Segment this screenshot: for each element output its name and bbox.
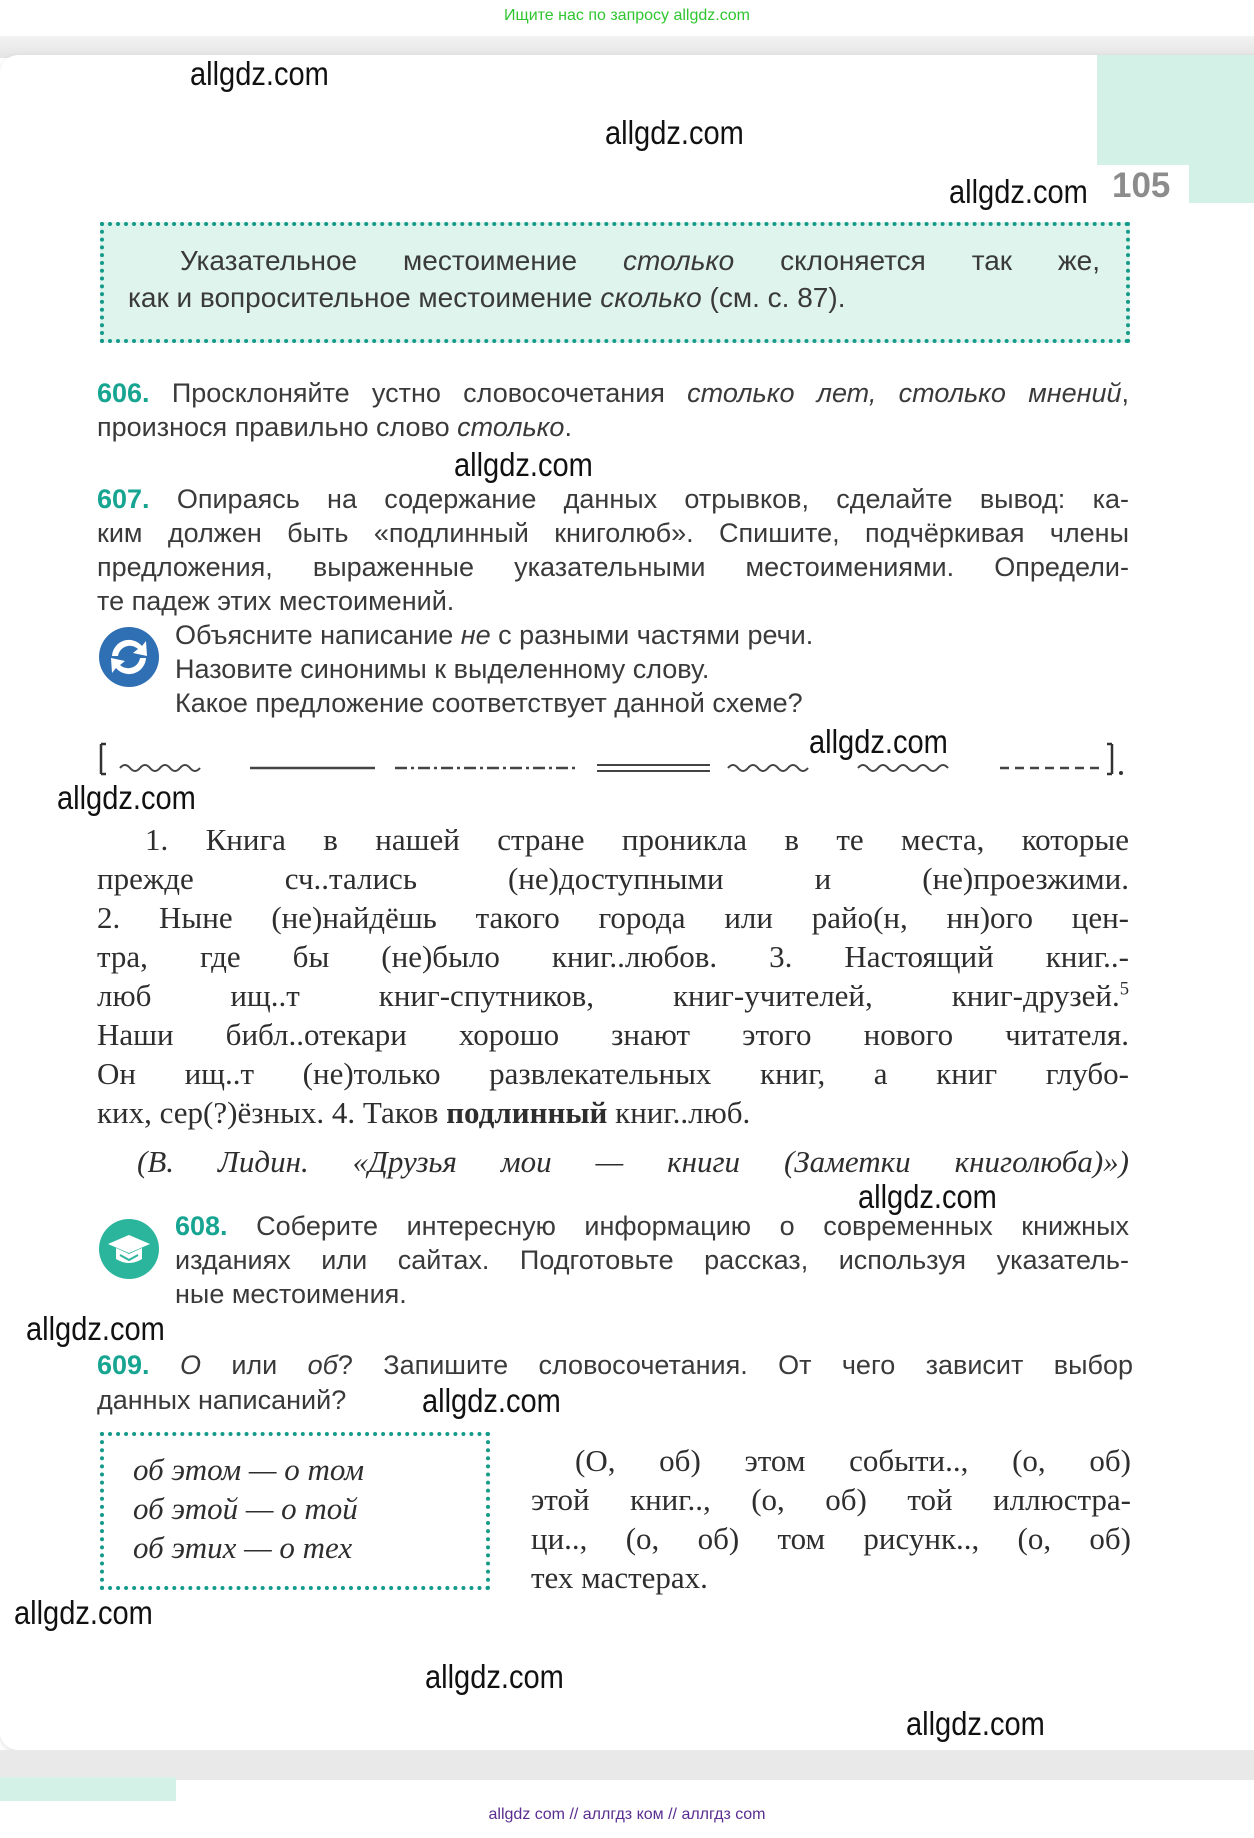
- text-segment: данных написаний?: [97, 1385, 347, 1415]
- text-line: [97, 586, 1129, 617]
- watermark: allgdz.com: [26, 1310, 165, 1347]
- watermark: allgdz.com: [858, 1178, 997, 1215]
- text-segment: люб ищ..т книг-спутников, книг-учителей, книг-друзей.: [97, 978, 1120, 1013]
- italic-text: об: [307, 1350, 338, 1380]
- text-line: [531, 1560, 1131, 1596]
- exercise-number: 607.: [97, 484, 150, 514]
- scheme-wavy-subject: [120, 765, 200, 771]
- watermark: allgdz.com: [949, 173, 1088, 210]
- exercise-number: 606.: [97, 378, 150, 408]
- text-line: [531, 1443, 1131, 1479]
- text-segment: ци.., (о, об) том рисунк.., (о, об): [531, 1521, 1131, 1556]
- text-segment: Соберите интересную информацию о современных книжных: [227, 1211, 1129, 1241]
- highlighted-word: подлинный: [446, 1095, 608, 1130]
- text-segment: книг..люб.: [607, 1095, 751, 1130]
- text-segment: Назовите синонимы к выделенному слову.: [175, 654, 710, 684]
- text-segment: тра, где бы (не)было книг..любов. 3. Настоящий книг..-: [97, 939, 1129, 974]
- text-segment: ких, сер(?)ёзных. 4. Таков: [97, 1095, 447, 1130]
- text-line: [97, 378, 1129, 409]
- text-line: [175, 1279, 1129, 1310]
- page-number: 105: [1112, 166, 1171, 205]
- text-segment: 2. Ныне (не)найдёшь такого города или райо(н, нн)ого цен-: [97, 900, 1129, 935]
- text-line: [97, 939, 1129, 975]
- text-segment: .: [564, 412, 572, 442]
- example-line: об этой — о той: [133, 1491, 358, 1526]
- top-banner: Ищите нас по запросу allgdz.com: [0, 0, 1254, 36]
- text-line: [128, 282, 1100, 314]
- text-segment: ,: [1121, 378, 1129, 408]
- text-line: [97, 1056, 1129, 1092]
- text-segment: Объясните написание: [175, 620, 461, 650]
- text-line: [97, 861, 1129, 897]
- text-segment: как и вопросительное местоимение: [128, 282, 601, 313]
- text-line: [97, 822, 1129, 858]
- text-segment: Какое предложение соответствует данной схеме?: [175, 688, 803, 718]
- text-segment: ким должен быть «подлинный книголюб». Спишите, подчёркивая члены: [97, 518, 1129, 548]
- text-segment: прежде сч..тались (не)доступными и (не)проезжими.: [97, 861, 1129, 896]
- italic-text: не: [460, 620, 491, 650]
- text-segment: ? Запишите словосочетания. От чего зависит выбор: [337, 1350, 1133, 1380]
- repeat-arrows-icon: [98, 626, 160, 688]
- text-line: [128, 245, 1100, 277]
- italic-text: столько: [457, 412, 565, 442]
- text-line: [531, 1482, 1131, 1518]
- text-segment: Просклоняйте устно словосочетания: [149, 378, 688, 408]
- text-segment: Он ищ..т (не)только развлекательных книг, а книг глубо-: [97, 1056, 1129, 1091]
- text-segment: изданиях или сайтах. Подготовьте рассказ, используя указатель-: [175, 1245, 1129, 1275]
- text-segment: (см. с. 87).: [701, 282, 846, 313]
- text-segment: [150, 1350, 180, 1380]
- text-line: [531, 1521, 1131, 1557]
- scheme-open-bracket: [101, 744, 106, 774]
- italic-text: О: [179, 1350, 201, 1380]
- watermark: allgdz.com: [906, 1705, 1045, 1742]
- footer-links[interactable]: allgdz com // аллгдз ком // аллгдз com: [488, 1806, 766, 1823]
- watermark: allgdz.com: [809, 723, 948, 760]
- watermark: allgdz.com: [422, 1382, 561, 1419]
- text-segment: Указательное местоимение: [180, 245, 623, 276]
- text-segment: предложения, выраженные указательными местоимениями. Определи-: [97, 552, 1129, 582]
- text-line: [175, 620, 813, 651]
- watermark: allgdz.com: [605, 114, 744, 151]
- scheme-close-bracket: [1107, 744, 1112, 774]
- text-segment: тех мастерах.: [531, 1560, 708, 1595]
- text-line: [175, 654, 709, 685]
- text-line: [97, 552, 1129, 583]
- text-line: [175, 1245, 1129, 1276]
- text-segment: 5: [1119, 978, 1129, 1000]
- text-line: [97, 412, 1129, 443]
- watermark: allgdz.com: [190, 55, 329, 92]
- next-page-tab: [0, 1777, 176, 1801]
- exercise-number: 608.: [175, 1211, 228, 1241]
- text-line: [97, 1350, 1133, 1381]
- watermark: allgdz.com: [57, 779, 196, 816]
- text-segment: склоняется так же,: [734, 245, 1100, 276]
- text-segment: Опираясь на содержание данных отрывков, сделайте вывод: ка-: [149, 484, 1129, 514]
- scheme-wavy-2: [728, 765, 808, 771]
- text-segment: (О, об) этом событи.., (о, об): [575, 1443, 1131, 1478]
- scheme-wavy-3: [858, 765, 948, 771]
- example-line: об этом — о том: [133, 1452, 364, 1487]
- text-segment: или: [200, 1350, 308, 1380]
- watermark: allgdz.com: [14, 1594, 153, 1631]
- text-line: [97, 1017, 1129, 1053]
- text-segment: 1. Книга в нашей стране проникла в те места, которые: [145, 822, 1129, 857]
- italic-text: сколько: [600, 282, 702, 313]
- italic-text: столько лет, столько мнений: [687, 378, 1122, 408]
- text-segment: ные местоимения.: [175, 1279, 407, 1309]
- text-segment: те падеж этих местоимений.: [97, 586, 455, 616]
- text-line: [97, 978, 1129, 1014]
- citation: (В. Лидин. «Друзья мои — книги (Заметки книголюба)»): [137, 1144, 1129, 1179]
- text-line: [97, 1095, 1129, 1131]
- watermark: allgdz.com: [425, 1658, 564, 1695]
- bottom-separator: [0, 1750, 1254, 1780]
- watermark: allgdz.com: [454, 446, 593, 483]
- text-line: [175, 688, 803, 719]
- graduation-cap-icon: [98, 1218, 160, 1280]
- exercise-number: 609.: [97, 1350, 150, 1380]
- text-segment: с разными частями речи.: [490, 620, 814, 650]
- text-line: [97, 484, 1129, 515]
- text-segment: Наши библ..отекари хорошо знают этого нового читателя.: [97, 1017, 1129, 1052]
- text-line: [97, 900, 1129, 936]
- text-line: [97, 518, 1129, 549]
- text-segment: этой книг.., (о, об) той иллюстра-: [531, 1482, 1131, 1517]
- example-line: об этих — о тех: [133, 1530, 353, 1565]
- italic-text: столько: [622, 245, 735, 276]
- text-line: [97, 1385, 1133, 1416]
- text-segment: произнося правильно слово: [97, 412, 458, 442]
- sentence-scheme: [95, 738, 1140, 783]
